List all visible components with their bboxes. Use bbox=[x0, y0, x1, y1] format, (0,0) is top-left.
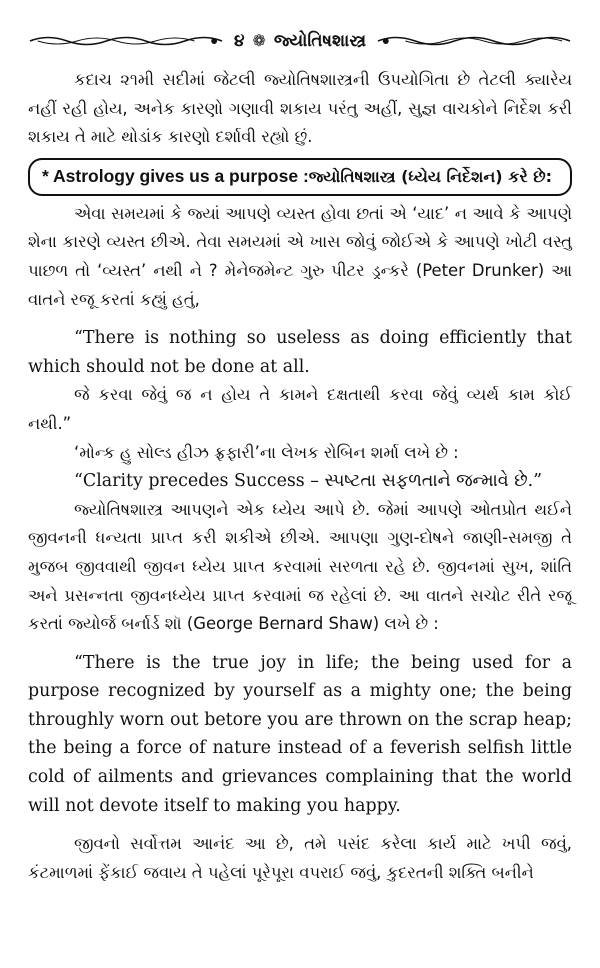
left-ornament-icon bbox=[28, 34, 224, 48]
paragraph-4: જીવનો સર્વોત્તમ આનંદ આ છે, તમે પસંદ કરેલા કાર્ય માટે ખપી જવું, કંટમાળમાં ફેંકાઈ જવાય તે પહેલાં પૂરેપૂરા વપરાઈ જવું, કુદરતની શક્તિ બનીને bbox=[28, 834, 572, 882]
quote-1-translation: જે કરવા જેવું જ ન હોય તે કામને દક્ષતાથી કરવા જેવું વ્યર્થ કામ કોઈ નથી.” bbox=[28, 385, 572, 433]
callout-gujarati: જ્યોતિષશાસ્ત્ર (ધ્યેય નિર્દેશન) કરે છે: bbox=[308, 166, 553, 186]
paragraph-3: જ્યોતિષશાસ્ત્ર આપણને એક ધ્યેય આપે છે. જેમાં આપણે ઓતપ્રોત થઈને જીવનની ધન્યતા પ્રાપ્ત કરી શકીએ છીએ. આપણા ગુણ-દોષને જાણી-સમજી તે મુજબ જીવવાથી જીવન ધ્યેય પ્રાપ્ત કરવામાં સરળતા રહે છે. જીવનમાં સુખ, શાંતિ અને પ્રસન્નતા જીવનધ્યેય પ્રાપ્ત કરવામાં જ રહેલાં છે. આ વાતને સચોટ રીતે રજૂ કરતાં જ્યોર્જ બર્નાર્ડ શૉ (George Bernard Shaw) લખે છે : bbox=[28, 499, 572, 634]
section-heading-box bbox=[28, 158, 572, 196]
right-ornament-icon bbox=[376, 34, 572, 48]
flower-icon: ❁ bbox=[252, 31, 266, 50]
quote-1: “There is nothing so useless as doing efficiently that which should not be done at all. bbox=[28, 328, 572, 377]
callout-english: * Astrology gives us a purpose : bbox=[42, 166, 309, 187]
paragraph-2: ‘મોન્ક હુ સોલ્ડ હીઝ ફ્રફારી’ના લેખક રોબિન શર્મા લખે છે : bbox=[74, 442, 459, 462]
paragraph-1: એવા સમયમાં કે જ્યાં આપણે વ્યસ્ત હોવા છતાં એ ‘યાદ’ ન આવે કે આપણે શેના કારણે વ્યસ્ત છીએ. તેવા સમયમાં એ ખાસ જોવું જોઈએ કે આપણે ખોટી વસ્તુ પાછળ તો ‘વ્યસ્ત’ નથી ને ? મેનેજમેન્ટ ગુરુ પીટર ડ્રન્કરે (Peter Drunker) આ વાતને રજૂ કરતાં કહ્યું હતું, bbox=[28, 203, 572, 309]
page-number: ૪ bbox=[233, 31, 245, 51]
intro-paragraph: કદાચ ૨૧મી સદીમાં જેટલી જ્યોતિષશાસ્ત્રની ઉપયોગિતા છે તેટલી ક્યારેય નહીં રહી હોય, અનેક કારણો ગણાવી શકાય પરંતુ અહીં, સુજ્ઞ વાચકોને નિર્દેશ કરી શકાય તે માટે થોડાંક કારણો દર્શાવી રહ્યો છું. bbox=[28, 70, 572, 147]
quote-3: “There is the true joy in life; the being used for a purpose recognized by yourself as a mighty one; the being throughly worn out betore you are thrown on the scrap heap; the being a force of nature instead of a feverish selfish little cold of ailments and grievances complaining that the world will not devote itself to making you happy. bbox=[28, 652, 572, 816]
header-title-group bbox=[224, 31, 376, 51]
page-title: જ્યોતિષશાસ્ત્ર bbox=[273, 31, 367, 51]
quote-2: “Clarity precedes Success – સ્પષ્ટતા સફળતાને જન્માવે છે.” bbox=[74, 471, 542, 492]
running-head bbox=[28, 26, 572, 56]
